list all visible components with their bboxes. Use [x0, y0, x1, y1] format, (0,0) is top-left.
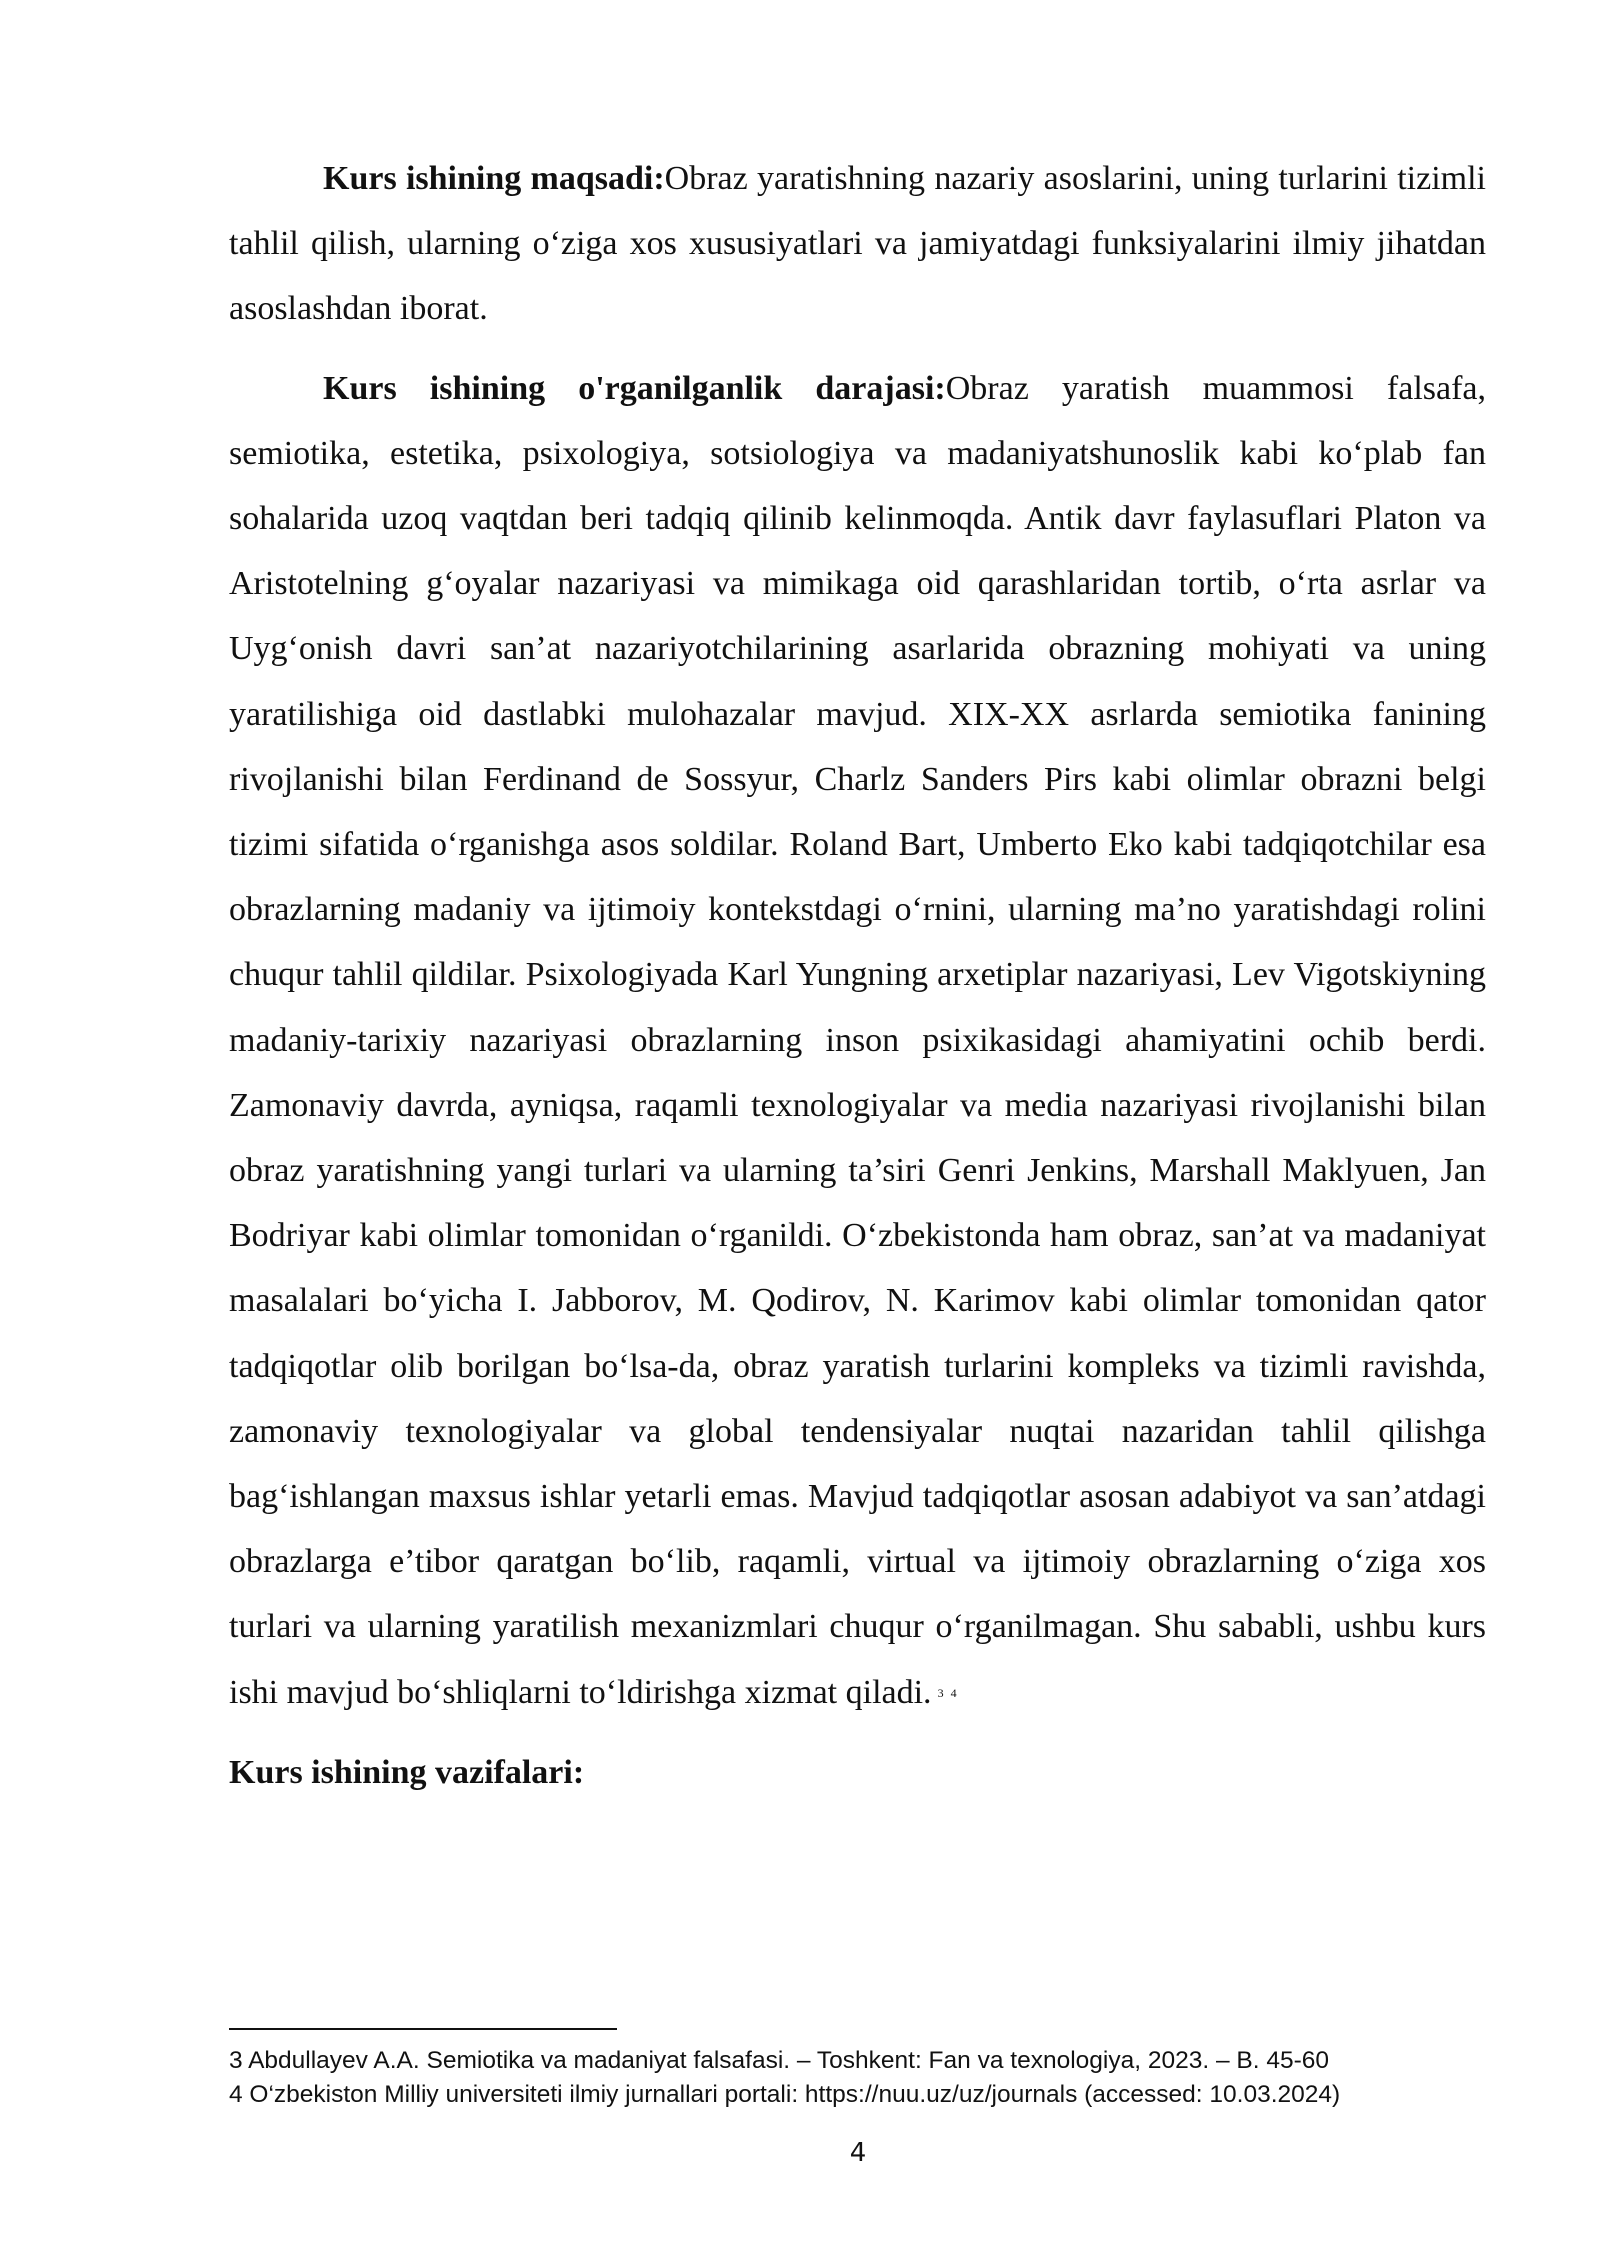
study-level-paragraph: [229, 356, 1486, 1726]
study-level-lead: Kurs ishining o'rganilganlik darajasi:: [323, 369, 946, 407]
body-text: [229, 146, 1486, 1805]
footnote-3: 3 Abdullayev A.A. Semiotika va madaniyat falsafasi. – Toshkent: Fan va texnologiya, 2023. – B. 45-60: [229, 2047, 1329, 2074]
footnote-4: 4 O‘zbekiston Milliy universiteti ilmiy jurnallari portali: https://nuu.uz/uz/journals (accessed: 10.03.2024): [229, 2081, 1341, 2108]
page-number: 4: [849, 2138, 867, 2168]
footnote-separator: [229, 2028, 617, 2030]
goal-paragraph: [229, 146, 1486, 342]
footnotes: [229, 2044, 1529, 2112]
footnote-references: 3 4: [937, 1685, 959, 1700]
goal-text: Obraz yaratishning nazariy asoslarini, uning turlarini tizimli tahlil qilish, ularning o‘ziga xos xususiyatlari va jamiyatdagi funksiyalarini ilmiy jihatdan asoslashdan iborat.: [229, 160, 1486, 328]
study-level-text: Obraz yaratish muammosi falsafa, semiotika, estetika, psixologiya, sotsiologiya va madaniyatshunoslik kabi ko‘plab fan sohalarida uzoq vaqtdan beri tadqiq qilinib kelinmoqda. Antik davr faylasuflari Platon va Aristotelning g‘oyalar nazariyasi va mimikaga oid qarashlaridan tortib, o‘rta asrlar va Uyg‘onish davri san’at nazariyotchilarining asarlarida obrazning mohiyati va uning yaratilishiga oid dastlabki mulohazalar mavjud. XIX-XX asrlarda semiotika fanining rivojlanishi bilan Ferdinand de Sossyur, Charlz Sanders Pirs kabi olimlar obrazni belgi tizimi sifatida o‘rganishga asos soldilar. Roland Bart, Umberto Eko kabi tadqiqotchilar esa obrazlarning madaniy va ijtimoiy kontekstdagi o‘rnini, ularning ma’no yaratishdagi rolini chuqur tahlil qildilar. Psixologiyada Karl Yungning arxetiplar nazariyasi, Lev Vigotskiyning madaniy-tarixiy nazariyasi obrazlarning inson psixikasidagi ahamiyatini ochib berdi. Zamonaviy davrda, ayniqsa, raqamli texnologiyalar va media nazariyasi rivojlanishi bilan obraz yaratishning yangi turlari va ularning ta’siri Genri Jenkins, Marshall Maklyuen, Jan Bodriyar kabi olimlar tomonidan o‘rganildi. O‘zbekistonda ham obraz, san’at va madaniyat masalalari bo‘yicha I. Jabborov, M. Qodirov, N. Karimov kabi olimlar tomonidan qator tadqiqotlar olib borilgan bo‘lsa-da, obraz yaratish turlarini kompleks va tizimli ravishda, zamonaviy texnologiyalar va global tendensiyalar nuqtai nazaridan tahlil qilishga bag‘ishlangan maxsus ishlar yetarli emas. Mavjud tadqiqotlar asosan adabiyot va san’atdagi obrazlarga e’tibor qaratgan bo‘lib, raqamli, virtual va ijtimoiy obrazlarning o‘ziga xos turlari va ularning yaratilish mexanizmlari chuqur o‘rganilmagan. Shu sababli, ushbu kurs ishi mavjud bo‘shliqlarni to‘ldirishga xizmat qiladi.: [229, 369, 1486, 1711]
goal-lead: Kurs ishining maqsadi:: [323, 160, 665, 197]
tasks-heading: Kurs ishining vazifalari:: [229, 1753, 585, 1791]
